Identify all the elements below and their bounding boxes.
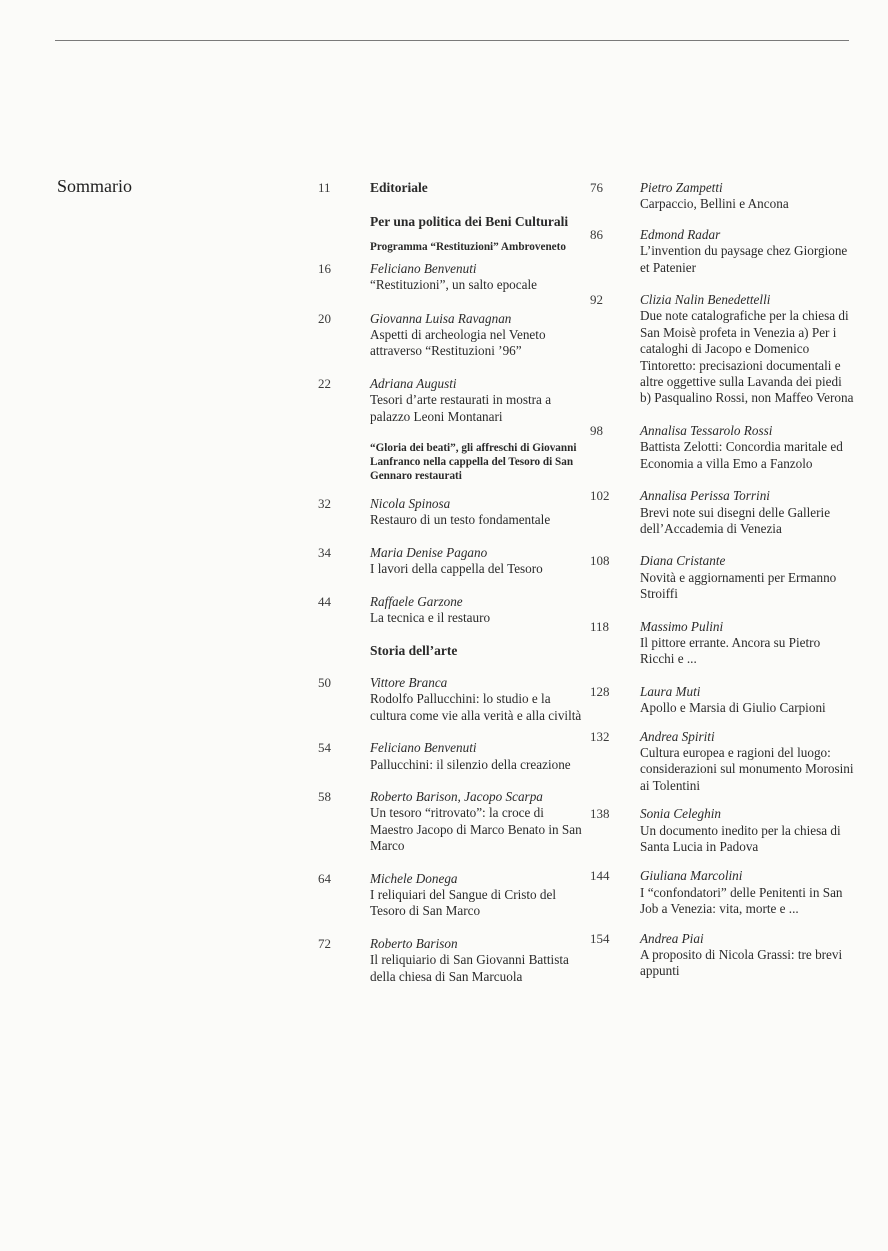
article-title: Un documento inedito per la chiesa di Santa Lucia in Padova [640,822,841,854]
author-name: Feliciano Benvenuti [370,740,477,756]
article-title: Aspetti di archeologia nel Veneto attraverso “Restituzioni ’96” [370,327,546,359]
article-title: Due note catalografiche per la chiesa di San Moisè profeta in Venezia a) Per i cataloghi di Jacopo e Domenico Tintoretto: precisazioni documentali e altre oggettive sulla Lavanda dei piedi b) Pasqualino Rossi, non Maffeo Verona [640,308,854,406]
author-name: Andrea Piai [640,930,704,946]
toc-entry [590,553,855,602]
toc-entry [318,675,588,724]
article-title: Un tesoro “ritrovato”: la croce di Maestro Jacopo di Marco Benato in San Marco [370,805,582,854]
page-number: 64 [318,870,331,886]
page-number: 98 [590,422,603,438]
author-name: Roberto Barison [370,935,458,951]
page-number: 144 [590,868,610,884]
author-name: Michele Donega [370,870,458,886]
article-title: Tesori d’arte restaurati in mostra a palazzo Leoni Montanari [370,392,552,424]
article-title: Novità e aggiornamenti per Ermanno Stroiffi [640,569,837,602]
author-name: Pietro Zampetti [640,180,723,195]
page-number: 108 [590,553,610,569]
article-title: I lavori della cappella del Tesoro [370,561,543,577]
toc-entry [590,619,855,668]
author-name: Sonia Celeghin [640,806,721,822]
page-number: 58 [318,788,331,804]
author-name: Massimo Pulini [640,618,724,634]
author-name: Clizia Nalin Benedettelli [640,292,771,308]
author-name: Feliciano Benvenuti [370,260,477,276]
author-name: Andrea Spiriti [640,728,715,744]
author-name: Edmond Radar [640,226,721,242]
toc-entry [590,423,855,472]
toc-column-left [318,180,588,985]
toc-section-heading [318,643,588,659]
section-title: Editoriale [370,180,428,195]
author-name: Annalisa Tessarolo Rossi [640,422,773,438]
toc-section-heading [318,214,588,230]
page-number: 44 [318,593,331,609]
toc-section-heading [318,240,588,254]
subsection-title: “Gloria dei beati”, gli affreschi di Giovanni Lanfranco nella cappella del Tesoro di San Gennaro restaurati [370,442,577,483]
toc-entry [590,684,855,717]
page-number: 118 [590,618,610,634]
page-number: 32 [318,496,331,512]
toc-entry [318,740,588,773]
author-name: Roberto Barison, Jacopo Scarpa [370,788,543,804]
article-title: “Restituzioni”, un salto epocale [370,277,537,293]
author-name: Giuliana Marcolini [640,868,743,884]
page-number: 128 [590,683,610,699]
author-name: Adriana Augusti [370,375,457,391]
article-title: Carpaccio, Bellini e Ancona [640,196,789,212]
toc-entry [318,545,588,578]
toc-entry [590,931,855,980]
page-number: 34 [318,544,331,560]
toc-entry [318,871,588,920]
article-title: Restauro di un testo fondamentale [370,512,551,528]
toc-section-heading [318,441,588,483]
toc-entry [590,806,855,855]
toc-entry [590,488,855,537]
article-title: Battista Zelotti: Concordia maritale ed Economia a villa Emo a Fanzolo [640,439,843,471]
toc-entry [590,729,855,795]
page-number: 11 [318,180,331,195]
section-title: Per una politica dei Beni Culturali [370,214,569,230]
toc-entry [318,311,588,360]
article-title: L’invention du paysage chez Giorgione et Patenier [640,243,848,275]
toc-entry [590,180,855,213]
page-number: 54 [318,740,331,756]
article-title: Pallucchini: il silenzio della creazione [370,756,571,772]
page-number: 138 [590,806,610,822]
toc-column-right [590,180,855,980]
page-number: 20 [318,310,331,326]
page-number: 16 [318,260,331,276]
subsection-title: Programma “Restituzioni” Ambroveneto [370,240,566,253]
page-number: 50 [318,674,331,690]
article-title: Il reliquiario di San Giovanni Battista della chiesa di San Marcuola [370,952,569,984]
author-name: Vittore Branca [370,674,448,690]
author-name: Maria Denise Pagano [370,544,488,560]
article-title: Cultura europea e ragioni del luogo: considerazioni sul monumento Morosini ai Tolentini [640,744,854,793]
page-number: 72 [318,935,331,951]
page-number: 92 [590,292,603,308]
author-name: Nicola Spinosa [370,496,451,512]
toc-entry [318,594,588,627]
page-number: 102 [590,488,610,504]
page-number: 76 [590,180,603,195]
page-number: 22 [318,375,331,391]
author-name: Giovanna Luisa Ravagnan [370,310,512,326]
toc-entry [318,496,588,529]
article-title: La tecnica e il restauro [370,610,491,626]
article-title: Brevi note sui disegni delle Gallerie dell’Accademia di Venezia [640,504,831,536]
article-title: Il pittore errante. Ancora su Pietro Ricchi e ... [640,634,821,667]
article-title: Rodolfo Pallucchini: lo studio e la cultura come vie alla verità e alla civiltà [370,691,582,723]
toc-entry [318,789,588,855]
author-name: Raffaele Garzone [370,593,463,609]
author-name: Annalisa Perissa Torrini [640,488,770,504]
page-number: 154 [590,930,610,946]
article-title: I reliquiari del Sangue di Cristo del Tesoro di San Marco [370,886,557,919]
page-number: 86 [590,226,603,242]
toc-entry [590,227,855,276]
toc-entry [318,261,588,294]
section-title: Storia dell’arte [370,642,458,658]
article-title: A proposito di Nicola Grassi: tre brevi appunti [640,947,843,979]
article-title: I “confondatori” delle Penitenti in San Job a Venezia: vita, morte e ... [640,884,843,917]
toc-entry [590,868,855,917]
toc-entry [318,936,588,985]
page-number: 132 [590,728,610,744]
author-name: Diana Cristante [640,553,726,569]
author-name: Laura Muti [640,683,701,699]
toc-entry [318,180,588,196]
page-title: Sommario [57,176,132,196]
toc-entry [590,292,855,407]
article-title: Apollo e Marsia di Giulio Carpioni [640,700,826,716]
toc-entry [318,376,588,425]
top-rule [55,40,849,41]
